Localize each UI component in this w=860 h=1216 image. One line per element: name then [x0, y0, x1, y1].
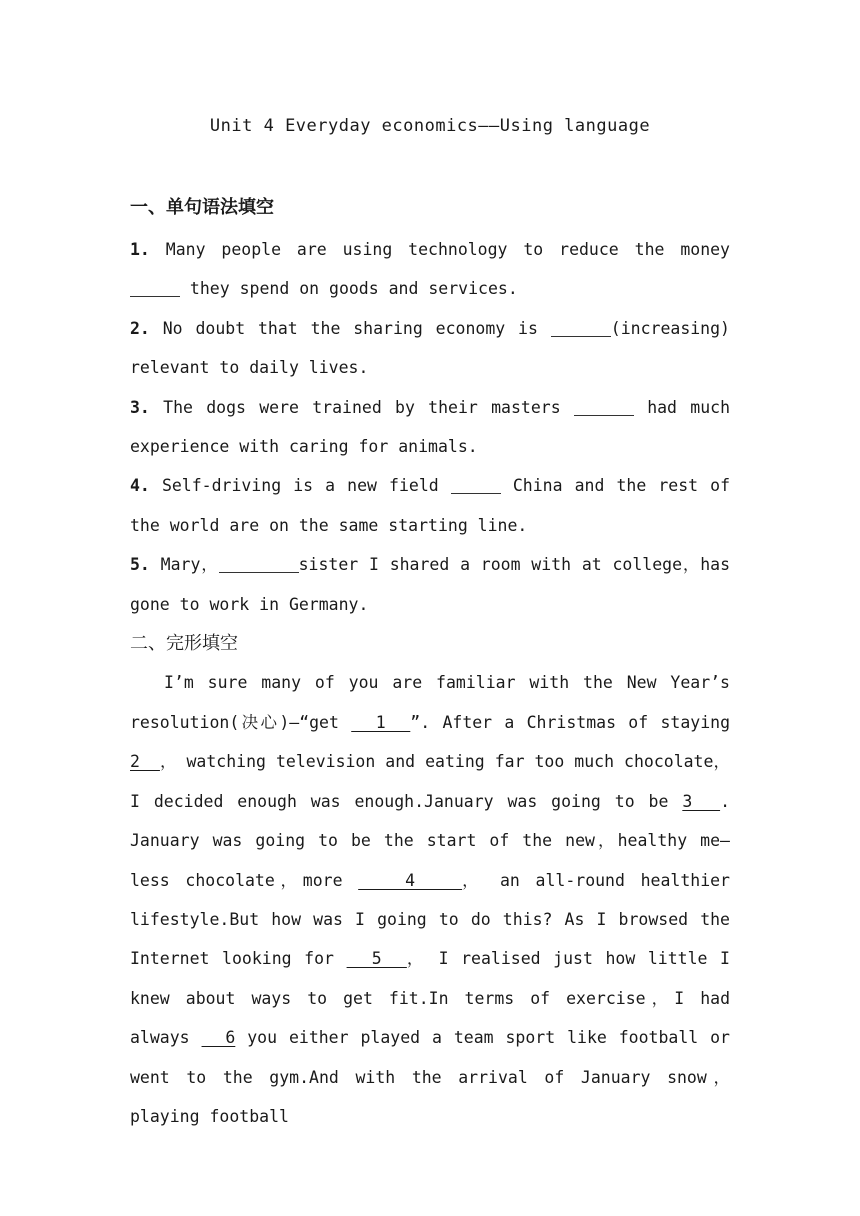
document-body	[130, 194, 730, 1136]
cloze-blank-6[interactable]: 6	[201, 1028, 236, 1048]
question-item	[130, 309, 730, 388]
passage-text: you either played a team sport like football or went to the gym.And with the arrival of January snow，playing football	[130, 1028, 730, 1126]
question-text: The dogs were trained by their masters	[149, 397, 574, 417]
cloze-blank-3[interactable]: 3	[682, 791, 721, 811]
passage-text: . January was going to be the start of the new，healthy me—less chocolate，more	[130, 791, 730, 890]
question-text: (increasing) relevant to daily lives.	[130, 318, 730, 378]
question-number: 5.	[130, 555, 150, 575]
question-text: No doubt that the sharing economy is	[149, 318, 551, 338]
section-heading-grammar: 一、单句语法填空	[130, 197, 274, 218]
cloze-blank-2[interactable]: 2	[130, 752, 160, 772]
passage-text: ， an all-round healthier lifestyle.But how was I going to do this? As I browsed the Internet looking for	[130, 870, 730, 969]
question-text: Many people are using technology to reduce the money	[149, 240, 730, 259]
question-number: 3.	[130, 397, 150, 417]
question-text: China and the rest of the world are on the same starting line.	[130, 476, 731, 535]
question-item	[130, 230, 730, 309]
passage-text: ， watching television and eating far too much chocolate，I decided enough was enough.January was going to be	[130, 752, 730, 811]
answer-blank[interactable]	[219, 554, 299, 573]
question-text: Self-driving is a new field	[149, 476, 451, 496]
question-text: had much experience with caring for animals.	[130, 397, 730, 457]
cloze-passage	[130, 663, 730, 1136]
cloze-blank-1[interactable]: 1	[351, 712, 411, 732]
cloze-blank-4[interactable]: 4	[358, 870, 463, 890]
passage-text: ， I realised just how little I knew about ways to get fit.In terms of exercise，I had always	[130, 949, 730, 1048]
section-heading-cloze: 二、完形填空	[130, 633, 238, 655]
page-title: Unit 4 Everyday economics——Using language	[209, 116, 651, 136]
question-item	[130, 545, 730, 624]
answer-blank[interactable]	[451, 475, 501, 494]
passage-text: I’m sure many of you are familiar with the New Year’s resolution(决心)—“get	[130, 673, 730, 732]
question-text: sister I shared a room with at college，has gone to work in Germany.	[130, 555, 730, 614]
question-item	[130, 388, 730, 467]
cloze-blank-5[interactable]: 5	[346, 949, 407, 969]
answer-blank[interactable]	[574, 397, 634, 416]
question-text: Mary，	[149, 555, 219, 575]
question-item	[130, 466, 730, 545]
answer-blank[interactable]	[551, 318, 611, 337]
question-number: 4.	[130, 476, 150, 496]
passage-text: ”. After a Christmas of staying	[410, 712, 731, 732]
question-number: 2.	[130, 318, 150, 338]
question-text: they spend on goods and services.	[180, 279, 518, 299]
answer-blank[interactable]	[130, 278, 180, 297]
question-number: 1.	[130, 240, 150, 259]
